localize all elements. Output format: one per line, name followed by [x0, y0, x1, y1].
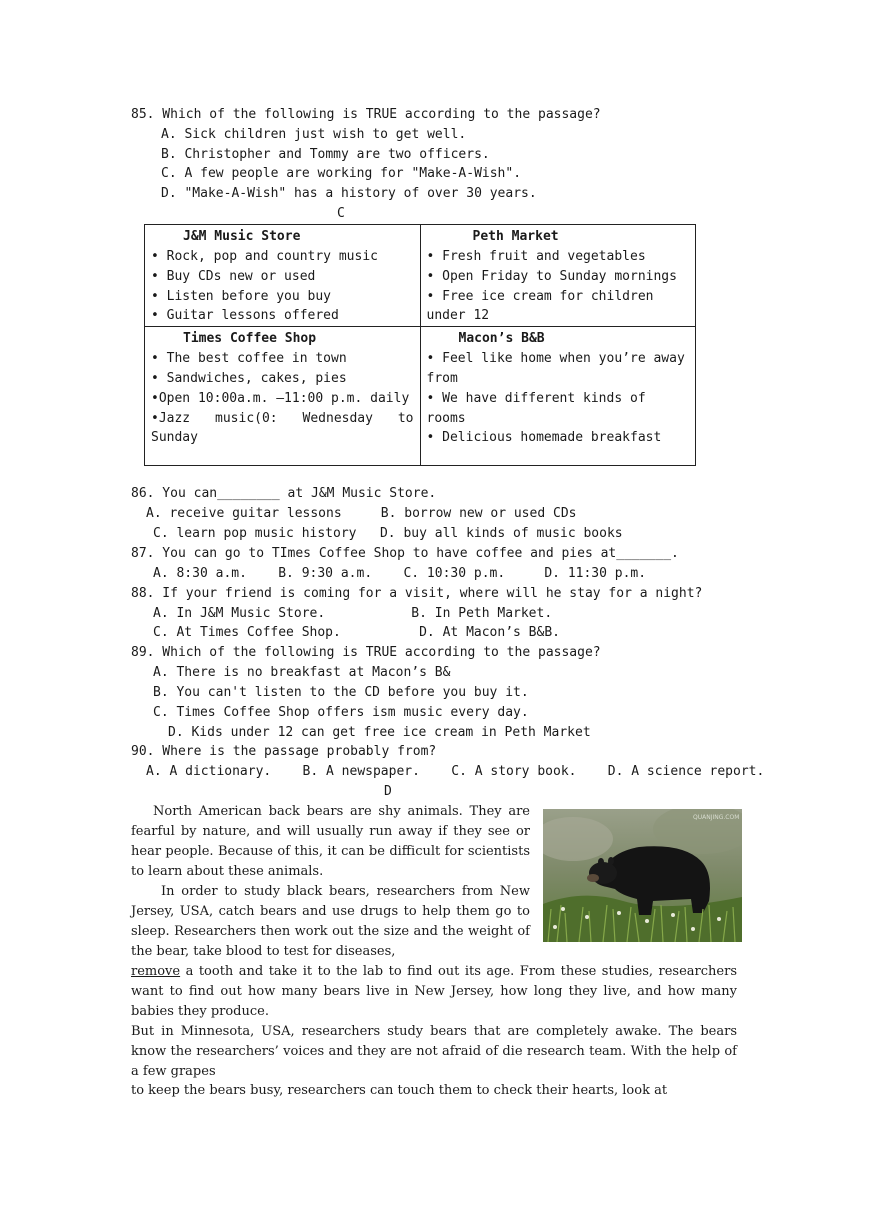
- ad-item: •Jazz music(0: Wednesday to Sunday: [151, 410, 414, 446]
- ad-item: • Guitar lessons offered: [151, 308, 339, 324]
- q90-options: A. A dictionary. B. A newspaper. C. A story book. D. A science report.: [146, 764, 765, 779]
- paragraph-text: a tooth and take it to the lab to find out its age. From these studies, researchers want to find out how many bears live in New Jersey, how long they live, and how many babies they produce.: [131, 964, 737, 1019]
- passage-d-paragraph-2-start: In order to study black bears, researchers from New Jersey, USA, catch bears and use drugs to help them go to sleep. Researchers then work out the size and the weight of the bear, take blood to test for diseases,: [131, 884, 530, 959]
- q85-option-a: A. Sick children just wish to get well.: [161, 127, 467, 142]
- advertisement-table: [144, 224, 696, 466]
- q86-stem: 86. You can________ at J&M Music Store.: [131, 486, 437, 501]
- black-bear-photo: [543, 809, 742, 942]
- q85-stem: 85. Which of the following is TRUE according to the passage?: [131, 107, 601, 122]
- ad-macons-bnb: [420, 327, 696, 466]
- ad-item: • Sandwiches, cakes, pies: [151, 370, 347, 386]
- ad-jm-music-store: [145, 225, 421, 327]
- q87-stem: 87. You can go to TImes Coffee Shop to have coffee and pies at_______.: [131, 546, 679, 561]
- ad-peth-market: [420, 225, 696, 327]
- q88-options-row1: A. In J&M Music Store. B. In Peth Market.: [153, 606, 553, 621]
- ad-item: • Delicious homemade breakfast: [426, 430, 662, 446]
- ad-title: Peth Market: [472, 229, 559, 244]
- ad-title: J&M Music Store: [183, 229, 301, 244]
- q85-option-c: C. A few people are working for "Make-A-Wish".: [161, 166, 522, 181]
- q85-option-b: B. Christopher and Tommy are two officers.: [161, 147, 490, 162]
- ad-item: • Free ice cream for children under 12: [426, 288, 662, 324]
- underlined-word: remove: [131, 964, 181, 979]
- passage-d-paragraph-4: to keep the bears busy, researchers can touch them to check their hearts, look at: [131, 1083, 668, 1098]
- passage-d-paragraph-2-end: [131, 962, 737, 1022]
- q89-stem: 89. Which of the following is TRUE according to the passage?: [131, 645, 601, 660]
- section-d-letter: D: [384, 784, 392, 799]
- q85-option-d: D. "Make-A-Wish" has a history of over 30 years.: [161, 186, 537, 201]
- ad-title: Macon’s B&B: [458, 331, 545, 347]
- passage-d-paragraph-3: But in Minnesota, USA, researchers study bears that are completely awake. The bears know the researchers’ voices and they are not afraid of die research team. With the help of a few grapes: [131, 1024, 737, 1079]
- q87-options: A. 8:30 a.m. B. 9:30 a.m. C. 10:30 p.m. D. 11:30 p.m.: [153, 566, 647, 581]
- ad-item: •Open 10:00a.m. —11:00 p.m. daily: [151, 390, 410, 406]
- ad-item: • We have different kinds of rooms: [426, 390, 654, 426]
- q89-option-b: B. You can't listen to the CD before you buy it.: [153, 685, 529, 700]
- ad-title: Times Coffee Shop: [183, 331, 317, 347]
- section-c-letter: C: [337, 206, 345, 221]
- q90-stem: 90. Where is the passage probably from?: [131, 744, 437, 759]
- q88-options-row2: C. At Times Coffee Shop. D. At Macon’s B&B.: [153, 625, 560, 640]
- q89-option-d: D. Kids under 12 can get free ice cream in Peth Market: [168, 725, 591, 740]
- ad-item: • Open Friday to Sunday mornings: [426, 268, 677, 284]
- q86-options-row2: C. learn pop music history D. buy all kinds of music books: [153, 526, 623, 541]
- q88-stem: 88. If your friend is coming for a visit, where will he stay for a night?: [131, 586, 703, 601]
- ad-item: • Listen before you buy: [151, 288, 332, 304]
- ad-times-coffee-shop: [145, 327, 421, 466]
- passage-d-paragraph-1: North American back bears are shy animals. They are fearful by nature, and will usually run away if they see or hear people. Because of this, it can be difficult for scientists to learn about these animals.: [131, 804, 530, 879]
- photo-watermark: QUANJING.COM: [693, 814, 740, 821]
- ad-item: • Buy CDs new or used: [151, 268, 316, 284]
- ad-item: • Rock, pop and country music: [151, 249, 378, 264]
- ad-item: • Fresh fruit and vegetables: [426, 249, 646, 264]
- q89-option-c: C. Times Coffee Shop offers ism music every day.: [153, 705, 529, 720]
- q86-options-row1: A. receive guitar lessons B. borrow new or used CDs: [146, 506, 577, 521]
- ad-item: • The best coffee in town: [151, 351, 347, 367]
- ad-item: • Feel like home when you’re away from: [426, 351, 693, 386]
- q89-option-a: A. There is no breakfast at Macon’s B&: [153, 665, 451, 680]
